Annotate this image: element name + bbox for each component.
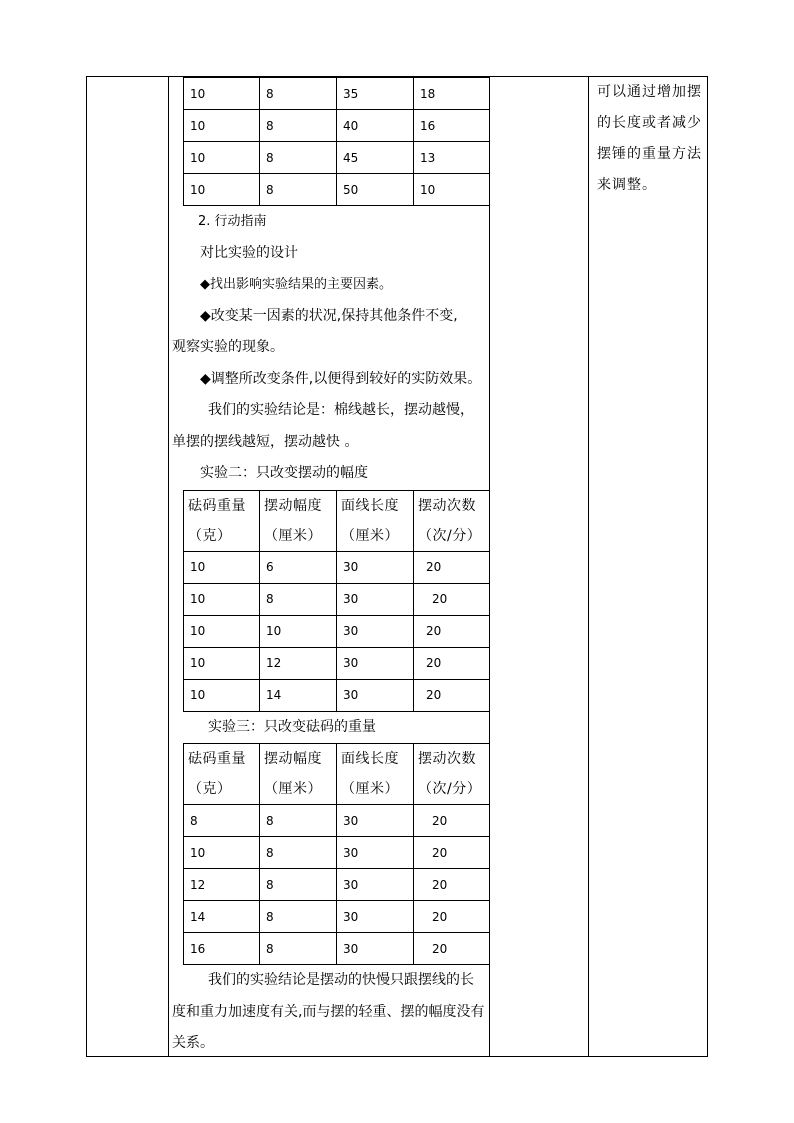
table-cell: 16 [184,933,260,965]
table-cell: 8 [260,110,337,142]
table-cell: 8 [260,78,337,110]
table-row [184,869,490,901]
table-cell: 13 [414,142,490,174]
table-cell: 10 [184,615,260,647]
table-cell: 30 [337,869,414,901]
side-note-line: 摆锤的重量方法 [597,146,702,162]
table-row [184,110,490,142]
table-cell: 10 [184,679,260,711]
table-cell: 30 [337,647,414,679]
table-row [184,551,490,583]
guide-bullet-2-line-1: ◆改变某一因素的状况,保持其他条件不变, [200,307,458,324]
table-cell: 8 [184,805,260,837]
table-cell: 8 [260,805,337,837]
table-cell: 10 [184,583,260,615]
table-cell: 20 [414,583,490,615]
table-row [184,78,490,110]
table-cell: 50 [337,174,414,206]
final-conclusion-line-3: 关系。 [172,1035,214,1051]
table-cell: 8 [260,174,337,206]
table-cell: 30 [337,551,414,583]
experiment2-table [183,490,490,712]
table-cell: 12 [260,647,337,679]
table-cell: 10 [184,110,260,142]
table-cell: 8 [260,933,337,965]
experiment3-title: 实验三：只改变砝码的重量 [208,718,376,735]
experiment1-table [183,77,490,206]
column-header: 摆动幅度（厘米） [260,744,337,805]
table-cell: 14 [260,679,337,711]
table-row [184,647,490,679]
side-note [597,77,707,201]
guide-bullet-2-line-2: 观察实验的现象。 [172,339,284,355]
column-header: 砝码重量（克） [184,490,260,551]
side-note-line: 来调整。 [597,177,657,193]
guide-heading: 2. 行动指南 [198,214,267,229]
table-cell: 10 [184,174,260,206]
table-row [184,679,490,711]
conclusion-1-line-2: 单摆的摆线越短，摆动越快 。 [172,433,359,450]
table-cell: 30 [337,615,414,647]
column-header: 摆动幅度（厘米） [260,490,337,551]
table-cell: 20 [414,679,490,711]
table-header-row [184,744,490,805]
table-cell: 8 [260,583,337,615]
table-cell: 45 [337,142,414,174]
table-cell: 35 [337,78,414,110]
table-cell: 30 [337,583,414,615]
table-row [184,583,490,615]
table-cell: 10 [184,78,260,110]
frame-left-border [86,76,87,1057]
table-cell: 6 [260,551,337,583]
table-cell: 8 [260,837,337,869]
table-cell: 8 [260,901,337,933]
side-note-line: 的长度或者减少 [597,115,702,131]
table-cell: 10 [184,142,260,174]
table-cell: 40 [337,110,414,142]
table-row [184,805,490,837]
column-header: 摆动次数（次/分） [414,744,490,805]
table-cell: 30 [337,805,414,837]
table-cell: 20 [414,647,490,679]
table-cell: 20 [414,615,490,647]
table-cell: 12 [184,869,260,901]
guide-subheading: 对比实验的设计 [200,244,298,261]
table-cell: 30 [337,837,414,869]
experiment3-table [183,743,490,965]
experiment2-title: 实验二：只改变摆动的幅度 [200,465,368,481]
table-cell: 20 [414,933,490,965]
table-cell: 10 [184,647,260,679]
table-header-row [184,490,490,551]
table-cell: 20 [414,869,490,901]
table-row [184,837,490,869]
table-cell: 10 [260,615,337,647]
table-cell: 10 [184,837,260,869]
final-conclusion-line-2: 度和重力加速度有关,而与摆的轻重、摆的幅度没有 [172,1003,485,1020]
table-cell: 18 [414,78,490,110]
table-row [184,615,490,647]
column-header: 面线长度（厘米） [337,744,414,805]
table-row [184,933,490,965]
frame-right-border [707,76,708,1057]
table-cell: 20 [414,805,490,837]
column-header: 摆动次数（次/分） [414,490,490,551]
table-cell: 8 [260,869,337,901]
table-row [184,174,490,206]
guide-bullet-1: ◆找出影响实验结果的主要因素。 [200,277,392,292]
column-header: 砝码重量（克） [184,744,260,805]
table-cell: 30 [337,901,414,933]
table-cell: 10 [184,551,260,583]
column-header: 面线长度（厘米） [337,490,414,551]
main-content-column [168,77,489,1060]
table-cell: 20 [414,551,490,583]
table-cell: 8 [260,142,337,174]
table-row [184,142,490,174]
table-cell: 10 [414,174,490,206]
table-cell: 20 [414,901,490,933]
table-cell: 30 [337,679,414,711]
table-cell: 14 [184,901,260,933]
table-cell: 30 [337,933,414,965]
side-note-line: 可以通过增加摆 [597,84,702,100]
conclusion-1-line-1: 我们的实验结论是：棉线越长，摆动越慢， [208,402,474,418]
table-cell: 20 [414,837,490,869]
final-conclusion-line-1: 我们的实验结论是摆动的快慢只跟摆线的长 [208,972,474,988]
table-row [184,901,490,933]
guide-bullet-3: ◆调整所改变条件,以便得到较好的实防效果。 [200,370,482,387]
column-divider-3 [588,76,589,1057]
table-cell: 16 [414,110,490,142]
